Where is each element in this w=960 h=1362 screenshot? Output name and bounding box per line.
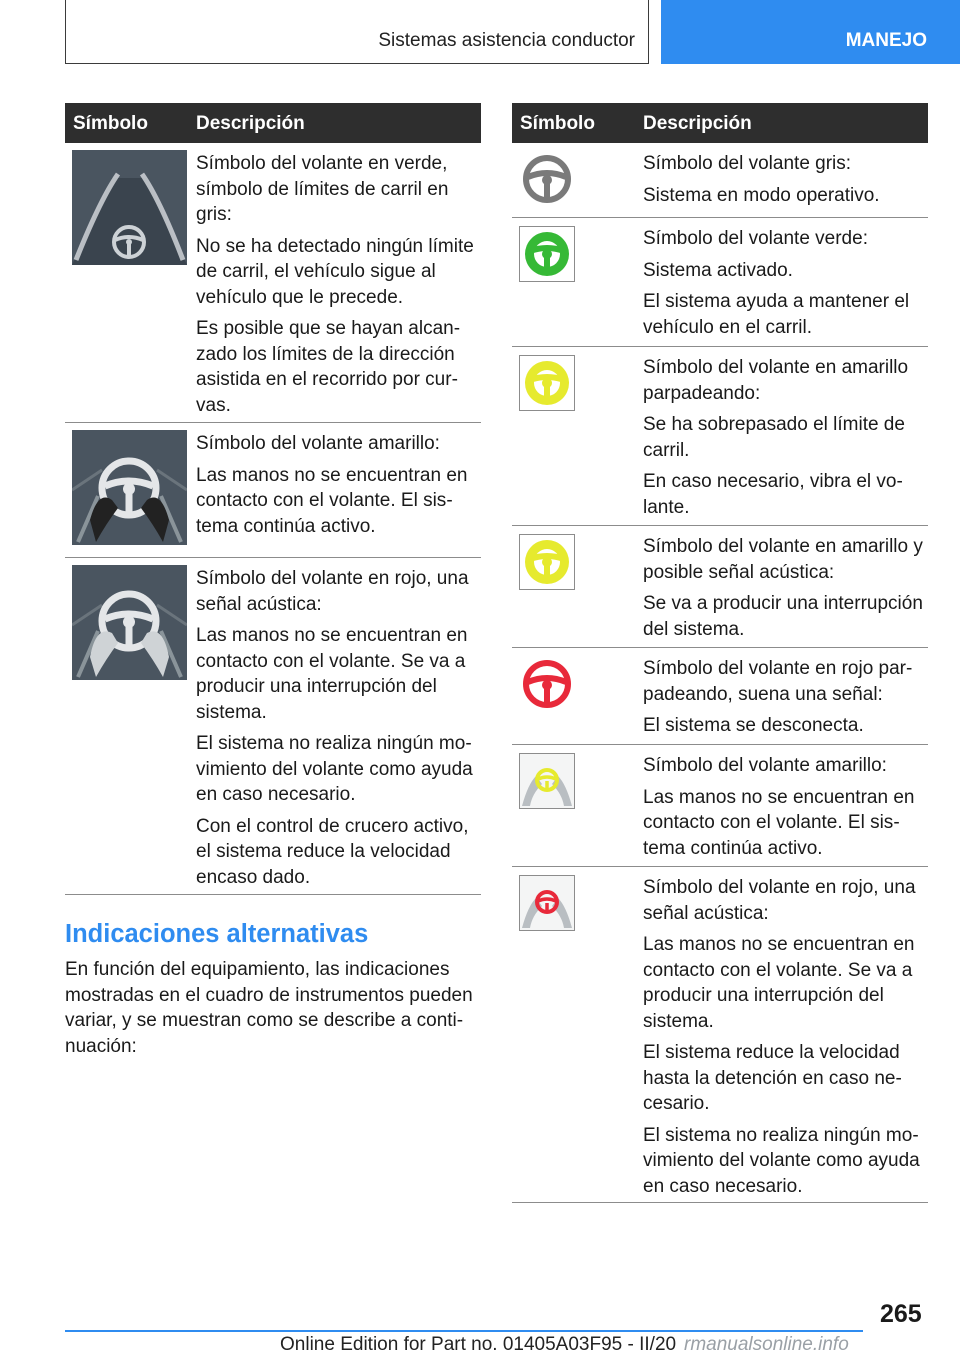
- description-text: Las manos no se encuentran en contacto con el volante. Se va a producir una interrupción del sistema.: [196, 625, 468, 723]
- description-text: Símbolo del volante gris:: [643, 153, 852, 174]
- left-symbol-table: [65, 103, 481, 895]
- description-text: Símbolo del volante en verde, símbolo de límites de carril en gris:: [196, 153, 449, 225]
- hands-wheel-yellow-small-icon: [519, 753, 575, 809]
- table-row: [65, 143, 481, 423]
- description-text: Símbolo del volante en rojo, una señal acústica:: [196, 568, 469, 615]
- hands-on-wheel-yellow-icon: [72, 430, 187, 545]
- col-description: Descripción: [196, 113, 305, 134]
- table-row: [512, 526, 928, 648]
- section-body: En función del equipamiento, las indicaciones mostradas en el cuadro de instrumentos pueden variar, y se muestran como se describe a continuación:: [65, 959, 473, 1057]
- steering-wheel-red-icon: [519, 656, 575, 712]
- table-header: [65, 103, 481, 143]
- header-section-label: Sistemas asistencia conductor: [378, 30, 635, 51]
- table-row: [512, 347, 928, 526]
- description-text: Símbolo del volante amarillo:: [643, 755, 887, 776]
- section-title: Indicaciones alternativas: [65, 920, 369, 948]
- header-section-tab: [65, 0, 649, 64]
- hands-on-wheel-red-icon: [72, 565, 187, 680]
- description-text: Sistema activado.: [643, 259, 793, 281]
- description-text: Las manos no se encuentran en contacto con el volante. El sistema continúa activo.: [643, 786, 915, 859]
- page-number: 265: [880, 1300, 922, 1328]
- description-text: Las manos no se encuentran en contacto con el volante. Se va a producir una interrupción del sistema.: [643, 934, 915, 1032]
- description-text: El sistema se desconecta.: [643, 715, 864, 736]
- description-text: El sistema reduce la velocidad hasta la detención en caso necesario.: [643, 1042, 902, 1114]
- footer-watermark: rmanualsonline.info: [684, 1334, 849, 1355]
- description-text: Símbolo del volante en amarillo y posible señal acústica:: [643, 536, 923, 583]
- table-row: [512, 143, 928, 218]
- description-text: Se va a producir una interrupción del sistema.: [643, 593, 923, 640]
- right-symbol-table: [512, 103, 928, 1203]
- description-text: Símbolo del volante verde:: [643, 228, 868, 249]
- steering-wheel-lane-green-icon: [72, 150, 187, 265]
- table-row: [65, 558, 481, 895]
- steering-wheel-gray-icon: [519, 151, 575, 207]
- description-text: Símbolo del volante en amarillo parpadeando:: [643, 357, 909, 404]
- description-text: El sistema no realiza ningún movimiento del volante como ayuda en caso necesario.: [643, 1124, 920, 1197]
- footer-divider: [65, 1330, 863, 1332]
- description-text: El sistema no realiza ningún movimiento del volante como ayuda en caso necesario.: [196, 733, 473, 805]
- table-row: [65, 423, 481, 558]
- steering-wheel-yellow-flashing-icon: [519, 355, 575, 411]
- description-text: Con el control de crucero activo, el sistema reduce la velocidad encaso dado.: [196, 815, 469, 888]
- table-row: [512, 648, 928, 745]
- description-text: Símbolo del volante amarillo:: [196, 433, 440, 454]
- description-text: Se ha sobrepasado el límite de carril.: [643, 414, 905, 461]
- description-text: Es posible que se hayan alcanzado los límites de la dirección asistida en el recorrido por curvas.: [196, 318, 461, 416]
- table-row: [512, 745, 928, 867]
- steering-wheel-green-icon: [519, 226, 575, 282]
- description-text: Símbolo del volante en rojo, una señal acústica:: [643, 877, 916, 924]
- description-text: Las manos no se encuentran en contacto con el volante. El sistema continúa activo.: [196, 464, 468, 537]
- col-symbol: Símbolo: [73, 113, 148, 134]
- description-text: En caso necesario, vibra el volante.: [643, 471, 903, 518]
- col-description: Descripción: [643, 113, 752, 134]
- table-row: [512, 867, 928, 1203]
- header-chapter-tab: [661, 0, 960, 64]
- steering-wheel-yellow-acoustic-icon: [519, 534, 575, 590]
- col-symbol: Símbolo: [520, 113, 595, 134]
- description-text: No se ha detectado ningún límite de carril, el vehículo sigue al vehículo que le precede.: [196, 235, 474, 308]
- description-text: El sistema ayuda a mantener el vehículo en el carril.: [643, 291, 910, 338]
- description-text: Sistema en modo operativo.: [643, 184, 880, 206]
- table-header: [512, 103, 928, 143]
- header-chapter-label: MANEJO: [845, 30, 927, 51]
- description-text: Símbolo del volante en rojo parpadeando, suena una señal:: [643, 658, 913, 705]
- table-row: [512, 218, 928, 347]
- hands-wheel-red-small-icon: [519, 875, 575, 931]
- footer-edition: Online Edition for Part no. 01405A03F95 - II/20: [280, 1334, 677, 1355]
